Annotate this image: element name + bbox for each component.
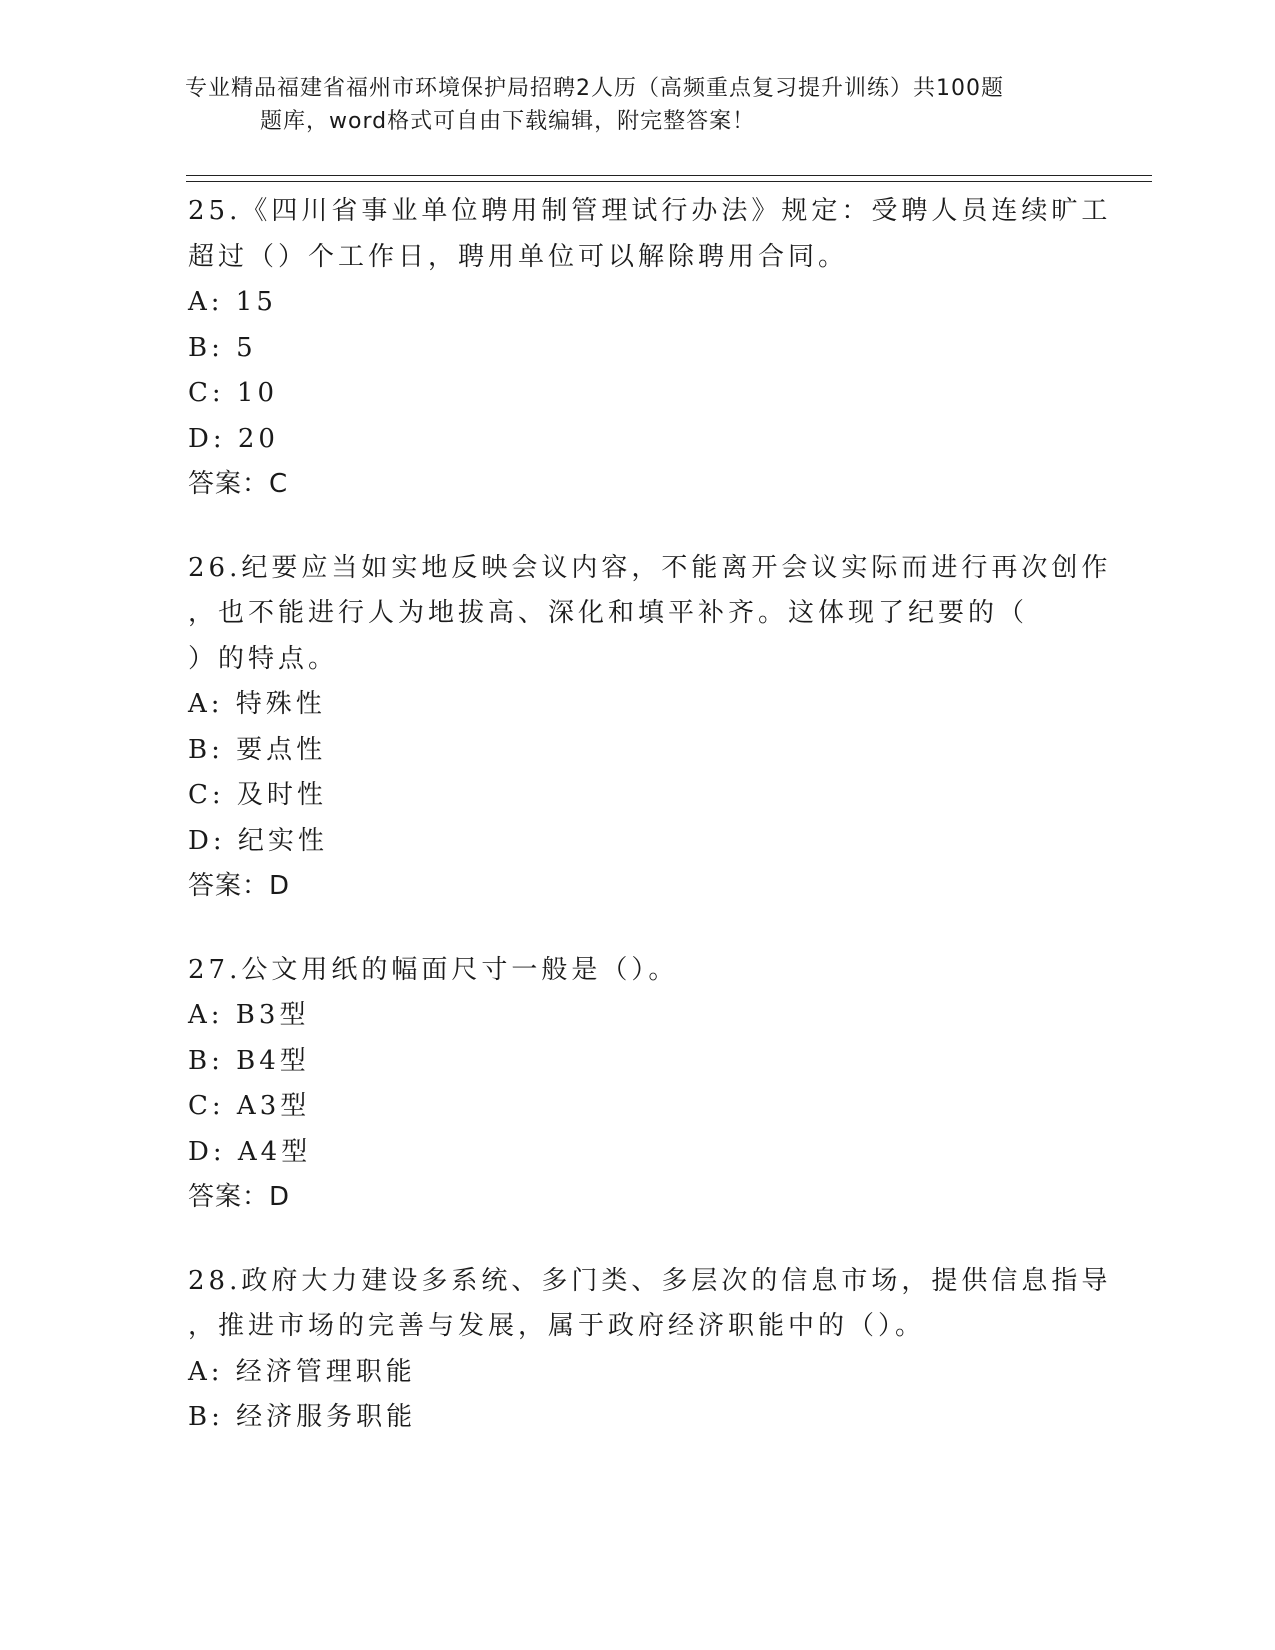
header-divider-top (186, 175, 1152, 176)
option-d: D: A4型 (188, 1136, 312, 1167)
answer: 答案：D (188, 1182, 291, 1212)
answer: 答案：C (188, 469, 289, 499)
question-list (188, 189, 1112, 1479)
question-text-line: 27.公文用纸的幅面尺寸一般是（）。 (188, 954, 679, 985)
option-d: D: 纪实性 (188, 825, 328, 856)
question-text-line: ）的特点。 (188, 643, 339, 674)
option-c: C: A3型 (188, 1091, 311, 1121)
option-b: B: B4型 (188, 1045, 310, 1076)
document-header (150, 72, 1100, 138)
answer: 答案：D (188, 871, 291, 901)
option-a: A: 特殊性 (188, 689, 326, 719)
header-title-line-1: 专业精品福建省福州市环境保护局招聘2人历（高频重点复习提升训练）共100题 (185, 76, 1004, 101)
option-a: A: 15 (188, 287, 277, 317)
header-divider-bottom (186, 181, 1152, 182)
option-c: C: 及时性 (188, 780, 327, 810)
question-text-line: 超过（）个工作日，聘用单位可以解除聘用合同。 (188, 241, 849, 272)
question-text-line: 28.政府大力建设多系统、多门类、多层次的信息市场，提供信息指导 (188, 1265, 1112, 1296)
question-text-line: ，推进市场的完善与发展，属于政府经济职能中的（）。 (188, 1311, 926, 1341)
option-b: B: 经济服务职能 (188, 1402, 417, 1432)
question-27 (188, 948, 1088, 1221)
question-26 (188, 546, 1112, 910)
option-b: B: 5 (188, 332, 257, 363)
option-a: A: 经济管理职能 (188, 1356, 416, 1387)
option-d: D: 20 (188, 423, 279, 454)
header-title-line-2: 题库，word格式可自由下载编辑，附完整答案！ (260, 109, 756, 134)
option-b: B: 要点性 (188, 734, 327, 765)
option-c: C: 10 (188, 378, 279, 408)
question-text-line: 25.《四川省事业单位聘用制管理试行办法》规定：受聘人员连续旷工 (188, 196, 1112, 226)
option-a: A: B3型 (188, 1000, 310, 1030)
question-28 (188, 1259, 1112, 1441)
question-25 (188, 189, 1112, 508)
question-text-line: 26.纪要应当如实地反映会议内容，不能离开会议实际而进行再次创作 (188, 552, 1112, 583)
question-text-line: ，也不能进行人为地拔高、深化和填平补齐。这体现了纪要的（ (188, 598, 1029, 628)
